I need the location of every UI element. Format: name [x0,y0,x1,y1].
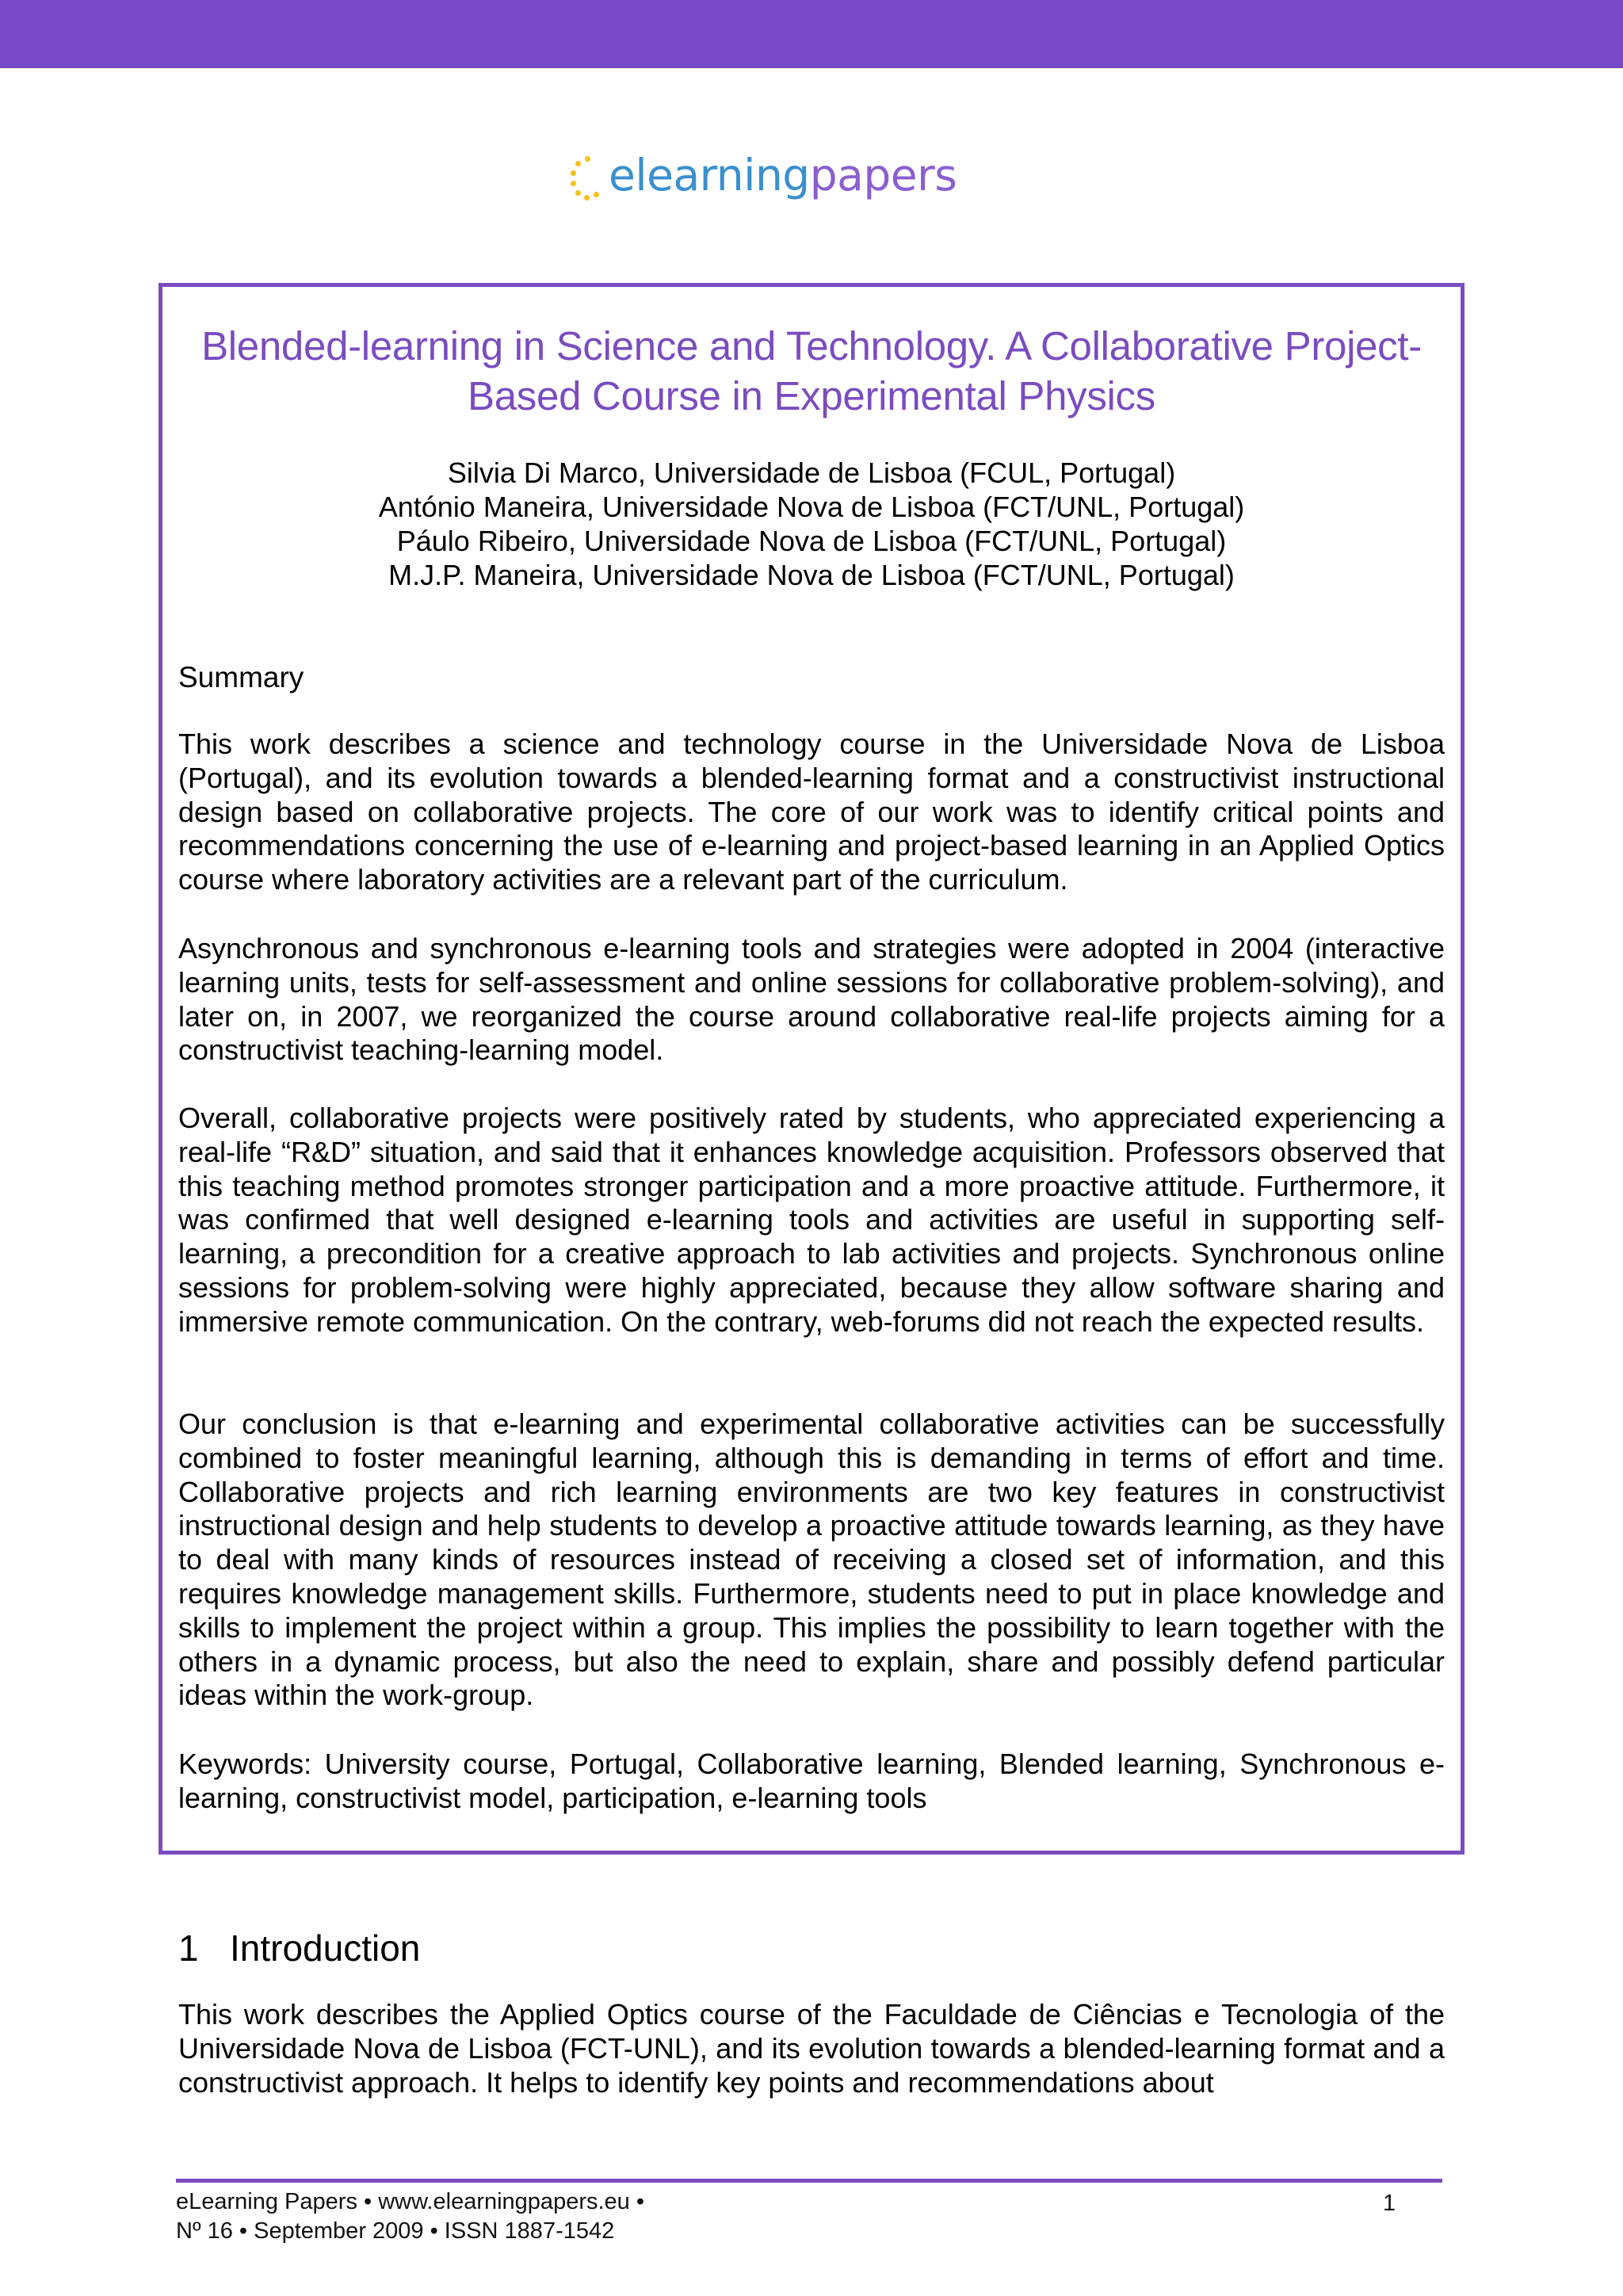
author-3: Páulo Ribeiro, Universidade Nova de Lisboa (FCT/UNL, Portugal) [396,525,1227,557]
logo-word-elearning: elearning [609,150,810,201]
summary-heading: Summary [178,661,304,693]
footer-line-1: eLearning Papers • www.elearningpapers.eu • [176,2189,645,2214]
paper-title: Blended-learning in Science and Technology. A Collaborative Project-Based Course in Experimental Physics [201,323,1422,418]
summary-paragraph-2: Asynchronous and synchronous e-learning tools and strategies were adopted in 2004 (interactive learning units, tests for self-assessment and online sessions for collaborative problem-solving), and later on, in 2007, we reorganized the course around collaborative real-life projects aiming for a constructivist teaching-learning model. [178,932,1445,1067]
author-4: M.J.P. Maneira, Universidade Nova de Lisboa (FCT/UNL, Portugal) [388,559,1235,591]
keywords-label: Keywords: [178,1748,312,1780]
page-number: 1 [1383,2191,1396,2216]
footer-info [176,2187,644,2246]
summary-paragraph-3: Overall, collaborative projects were positively rated by students, who appreciated experiencing a real-life “R&D” situation, and said that it enhances knowledge acquisition. Professors observed that this teaching method promotes stronger participation and a more proactive attitude. Furthermore, it was confirmed that well designed e-learning tools and activities are useful in supporting self-learning, a precondition for a creative approach to lab activities and projects. Synchronous online sessions for problem-solving were highly appreciated, because they allow software sharing and immersive remote communication. On the contrary, web-forums did not reach the expected results. [178,1102,1445,1338]
introduction-paragraph: This work describes the Applied Optics course of the Faculdade de Ciências e Tecnologia of the Universidade Nova de Lisboa (FCT-UNL), and its evolution towards a blended-learning format and a constructivist approach. It helps to identify key points and recommendations about [178,1998,1445,2099]
author-2: António Maneira, Universidade Nova de Lisboa (FCT/UNL, Portugal) [378,491,1245,523]
header-band [0,0,1623,68]
footer-divider [176,2179,1442,2183]
section-number: 1 [178,1927,199,1969]
logo-word-papers: papers [809,150,957,201]
summary-paragraph-4: Our conclusion is that e-learning and experimental collaborative activities can be successfully combined to foster meaningful learning, although this is demanding in terms of effort and time. Collaborative projects and rich learning environments are two key features in constructivist instructional design and help students to develop a proactive attitude towards learning, as they have to deal with many kinds of resources instead of receiving a closed set of information, and this requires knowledge management skills. Furthermore, students need to put in place knowledge and skills to implement the project within a group. This implies the possibility to learn together with the others in a dynamic process, but also the need to explain, share and possibly defend particular ideas within the work-group. [178,1408,1445,1712]
star-ring-icon [567,151,607,199]
summary-paragraph-1: This work describes a science and technology course in the Universidade Nova de Lisboa (Portugal), and its evolution towards a blended-learning format and a constructivist instructional design based on collaborative projects. The core of our work was to identify critical points and recommendations concerning the use of e-learning and project-based learning in an Applied Optics course where laboratory activities are a relevant part of the curriculum. [178,728,1445,896]
keywords-list: University course, Portugal, Collaborative learning, Blended learning, Synchronous e-learning, constructivist model, participation, e-learning tools [178,1748,1445,1814]
logo-wordmark [609,147,957,203]
section-heading-introduction [178,1926,420,1970]
section-title: Introduction [230,1927,421,1969]
footer-line-2: Nº 16 • September 2009 • ISSN 1887-1542 [176,2218,615,2244]
elearningpapers-logo [567,147,957,203]
author-list [158,456,1465,592]
author-1: Silvia Di Marco, Universidade de Lisboa (FCUL, Portugal) [447,457,1176,489]
keywords [178,1748,1445,1816]
